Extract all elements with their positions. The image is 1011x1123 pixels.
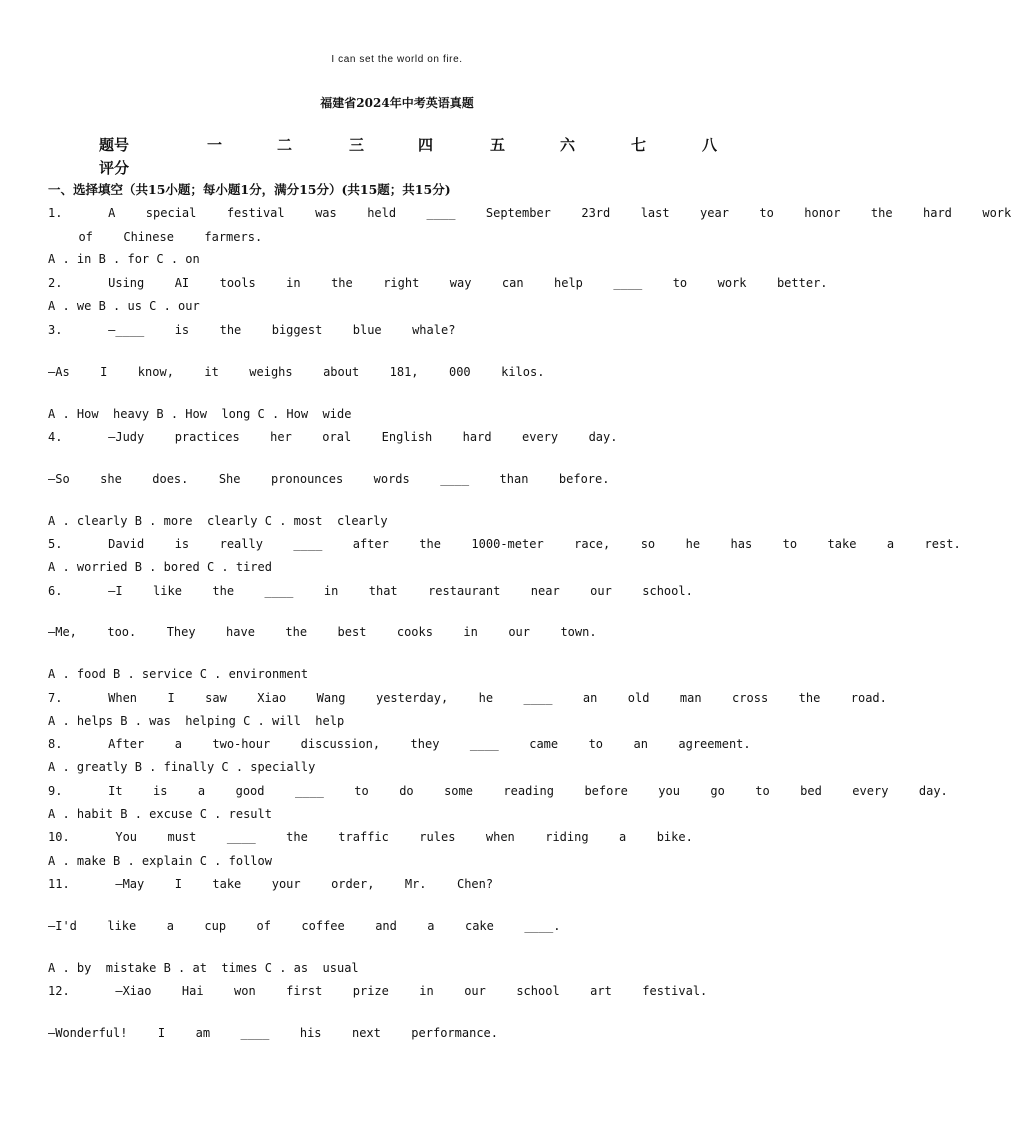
answer-options: A . clearly B . more clearly C . most clearly xyxy=(48,514,388,528)
answer-options: A . helps B . was helping C . will help xyxy=(48,714,345,728)
question-line: of Chinese farmers. xyxy=(48,230,263,244)
answer-options: A . in B . for C . on xyxy=(48,252,200,266)
answer-options: A . worried B . bored C . tired xyxy=(48,560,272,574)
question-line: 9. It is a good ____ to do some reading before you go to bed every day. xyxy=(48,784,948,798)
dialogue-line: —I'd like a cup of coffee and a cake ____. xyxy=(48,919,561,933)
score-table-col-1: 一 xyxy=(207,136,223,154)
dialogue-line: —As I know, it weighs about 181, 000 kilos. xyxy=(48,365,545,379)
score-table-label-question-number: 题号 xyxy=(99,136,130,154)
question-line: 2. Using AI tools in the right way can help ____ to work better. xyxy=(48,276,828,290)
page-title: 福建省2024年中考英语真题 xyxy=(320,96,474,110)
answer-options: A . habit B . excuse C . result xyxy=(48,807,272,821)
score-table-label-score: 评分 xyxy=(99,159,130,177)
question-line: 12. —Xiao Hai won first prize in our school art festival. xyxy=(48,984,708,998)
score-table-col-2: 二 xyxy=(277,136,293,154)
answer-options: A . we B . us C . our xyxy=(48,299,200,313)
score-table-header-row xyxy=(0,134,794,154)
answer-options: A . by mistake B . at times C . as usual xyxy=(48,961,359,975)
motto-text: I can set the world on fire. xyxy=(331,54,463,65)
score-table-col-4: 四 xyxy=(418,136,434,154)
dialogue-line: —Wonderful! I am ____ his next performance. xyxy=(48,1026,499,1040)
question-line: 5. David is really ____ after the 1000-meter race, so he has to take a rest. xyxy=(48,537,961,551)
question-line: 10. You must ____ the traffic rules when riding a bike. xyxy=(48,830,693,844)
answer-options: A . How heavy B . How long C . How wide xyxy=(48,407,352,421)
question-line: 4. —Judy practices her oral English hard every day. xyxy=(48,430,618,444)
answer-options: A . greatly B . finally C . specially xyxy=(48,760,316,774)
question-line: 8. After a two-hour discussion, they ____ came to an agreement. xyxy=(48,737,751,751)
answer-options: A . food B . service C . environment xyxy=(48,667,309,681)
answer-options: A . make B . explain C . follow xyxy=(48,854,272,868)
question-line: 7. When I saw Xiao Wang yesterday, he ____ an old man cross the road. xyxy=(48,691,887,705)
score-table-col-8: 八 xyxy=(702,136,718,154)
dialogue-line: —So she does. She pronounces words ____ than before. xyxy=(48,472,610,486)
score-table-col-7: 七 xyxy=(631,136,647,154)
question-line: 11. —May I take your order, Mr. Chen? xyxy=(48,877,494,891)
dialogue-line: —Me, too. They have the best cooks in our town. xyxy=(48,625,597,639)
score-table-col-3: 三 xyxy=(349,136,365,154)
question-line: 3. —____ is the biggest blue whale? xyxy=(48,323,456,337)
section-heading: 一、选择填空（共15小题；每小题1分，满分15分）(共15题；共15分) xyxy=(48,182,451,197)
score-table-col-6: 六 xyxy=(560,136,576,154)
question-line: 1. A special festival was held ____ September 23rd last year to honor the hard work xyxy=(48,206,1011,220)
question-line: 6. —I like the ____ in that restaurant near our school. xyxy=(48,584,693,598)
score-table-col-5: 五 xyxy=(490,136,506,154)
